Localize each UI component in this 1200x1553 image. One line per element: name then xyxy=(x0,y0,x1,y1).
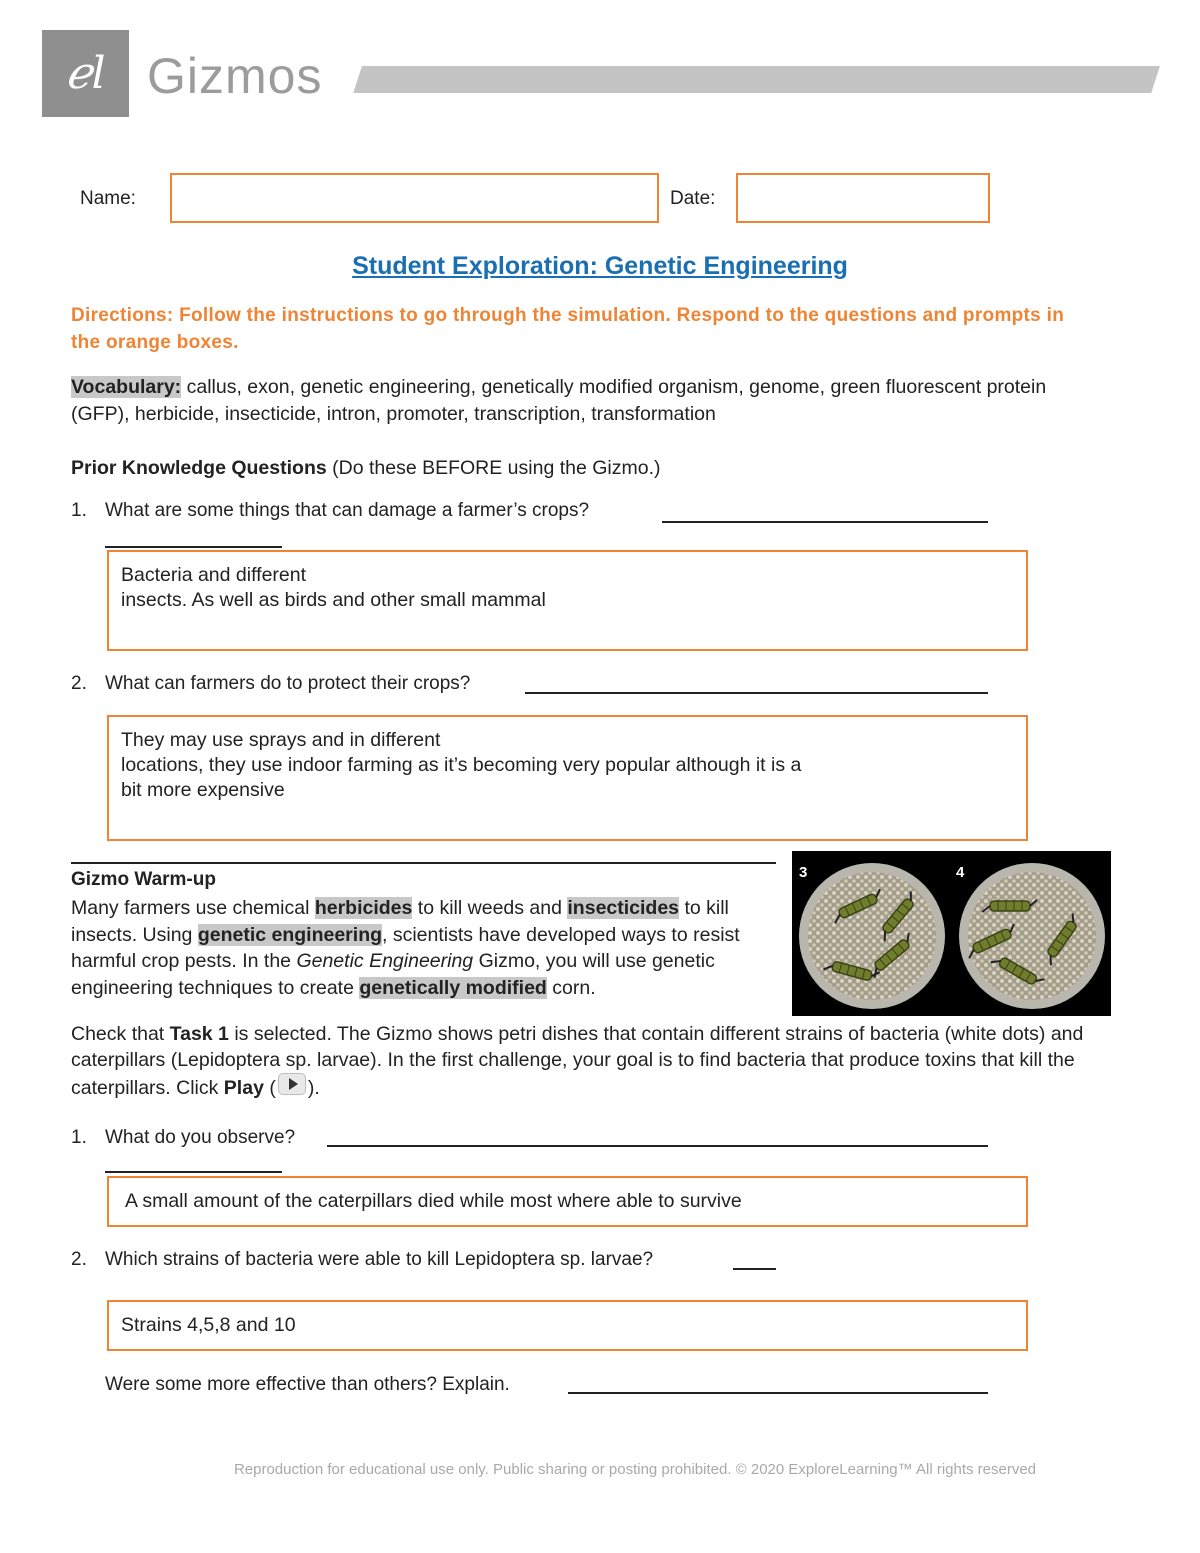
followup-question: Were some more effective than others? Explain. xyxy=(105,1374,510,1395)
question-number: 2. xyxy=(71,673,87,694)
question-number: 1. xyxy=(71,1127,87,1148)
answer-line xyxy=(733,1268,776,1270)
vocabulary-terms: callus, exon, genetic engineering, genetically modified organism, genome, green fluorescent protein (GFP), herbicide, insecticide, intron, promoter, transcription, transformation xyxy=(71,376,1047,425)
question-text: What do you observe? xyxy=(105,1127,296,1148)
section-divider xyxy=(71,862,776,864)
dish-label: 4 xyxy=(956,864,965,881)
warmup-heading: Gizmo Warm-up xyxy=(71,869,216,890)
question-number: 1. xyxy=(71,500,87,521)
answer-box[interactable]: A small amount of the caterpillars died while most where able to survive xyxy=(107,1176,1028,1227)
prior-knowledge-heading xyxy=(71,455,1121,482)
play-label: Play xyxy=(223,1077,264,1099)
copyright-footer: Reproduction for educational use only. Public sharing or posting prohibited. © 2020 ExploreLearning™ All rights reserved xyxy=(233,1461,1037,1478)
question-text: Which strains of bacteria were able to kill Lepidoptera sp. larvae? xyxy=(105,1249,654,1270)
vocabulary xyxy=(71,374,1101,428)
petri-dish-image xyxy=(792,851,1111,1016)
answer-line xyxy=(568,1392,988,1394)
question-text: What are some things that can damage a farmer’s crops? xyxy=(105,500,590,521)
date-label: Date: xyxy=(670,188,716,209)
prior-knowledge-title: Prior Knowledge Questions xyxy=(71,457,327,479)
dish-label: 3 xyxy=(799,864,808,881)
task-name: Task 1 xyxy=(169,1023,229,1045)
answer-box[interactable]: They may use sprays and in different locations, they use indoor farming as it’s becoming very popular although it is a bit more expensive xyxy=(107,715,1028,841)
name-label: Name: xyxy=(80,188,136,209)
term-genetic-engineering: genetic engineering xyxy=(197,923,383,946)
answer-line xyxy=(105,1171,282,1173)
header-bar xyxy=(353,66,1160,93)
date-field[interactable] xyxy=(736,173,990,223)
play-icon xyxy=(278,1073,306,1095)
term-insecticides: insecticides xyxy=(567,897,680,919)
warmup-paragraph: Many farmers use chemical herbicides to kill weeds and insecticides to kill insects. Using genetic engineering, scientists have developed ways to resist harmful crop pests. In the Genetic Engineering Gizmo, you will use genetic engineering techniques to create genetically modified corn. xyxy=(71,897,740,999)
answer-line xyxy=(327,1145,988,1147)
directions: Directions: Follow the instructions to go through the simulation. Respond to the questions and prompts in the orange boxes. xyxy=(71,305,1065,353)
answer-line xyxy=(662,521,988,523)
vocabulary-label: Vocabulary: xyxy=(71,376,182,398)
explorelearning-logo: ℯl xyxy=(42,30,129,117)
task-instructions: Check that Task 1 is selected. The Gizmo shows petri dishes that contain different strains of bacteria (white dots) and caterpillars (Lepidoptera sp. larvae). In the first challenge, your goal is to find bacteria that produce toxins that kill the caterpillars. Click Play ( ). xyxy=(71,1023,1084,1099)
brand-name: Gizmos xyxy=(147,48,323,104)
answer-box[interactable]: Bacteria and different insects. As well as birds and other small mammal xyxy=(107,550,1028,651)
name-field[interactable] xyxy=(170,173,659,223)
answer-line xyxy=(525,692,988,694)
term-genetically-modified: genetically modified xyxy=(359,976,547,999)
gizmo-name: Genetic Engineering xyxy=(296,950,474,972)
question-text: What can farmers do to protect their crops? xyxy=(105,673,471,694)
answer-line xyxy=(105,546,282,548)
question-number: 2. xyxy=(71,1249,87,1270)
prior-knowledge-note: (Do these BEFORE using the Gizmo.) xyxy=(326,457,661,479)
term-herbicides: herbicides xyxy=(314,897,413,919)
answer-box[interactable]: Strains 4,5,8 and 10 xyxy=(107,1300,1028,1351)
page-title: Student Exploration: Genetic Engineering xyxy=(352,252,848,280)
